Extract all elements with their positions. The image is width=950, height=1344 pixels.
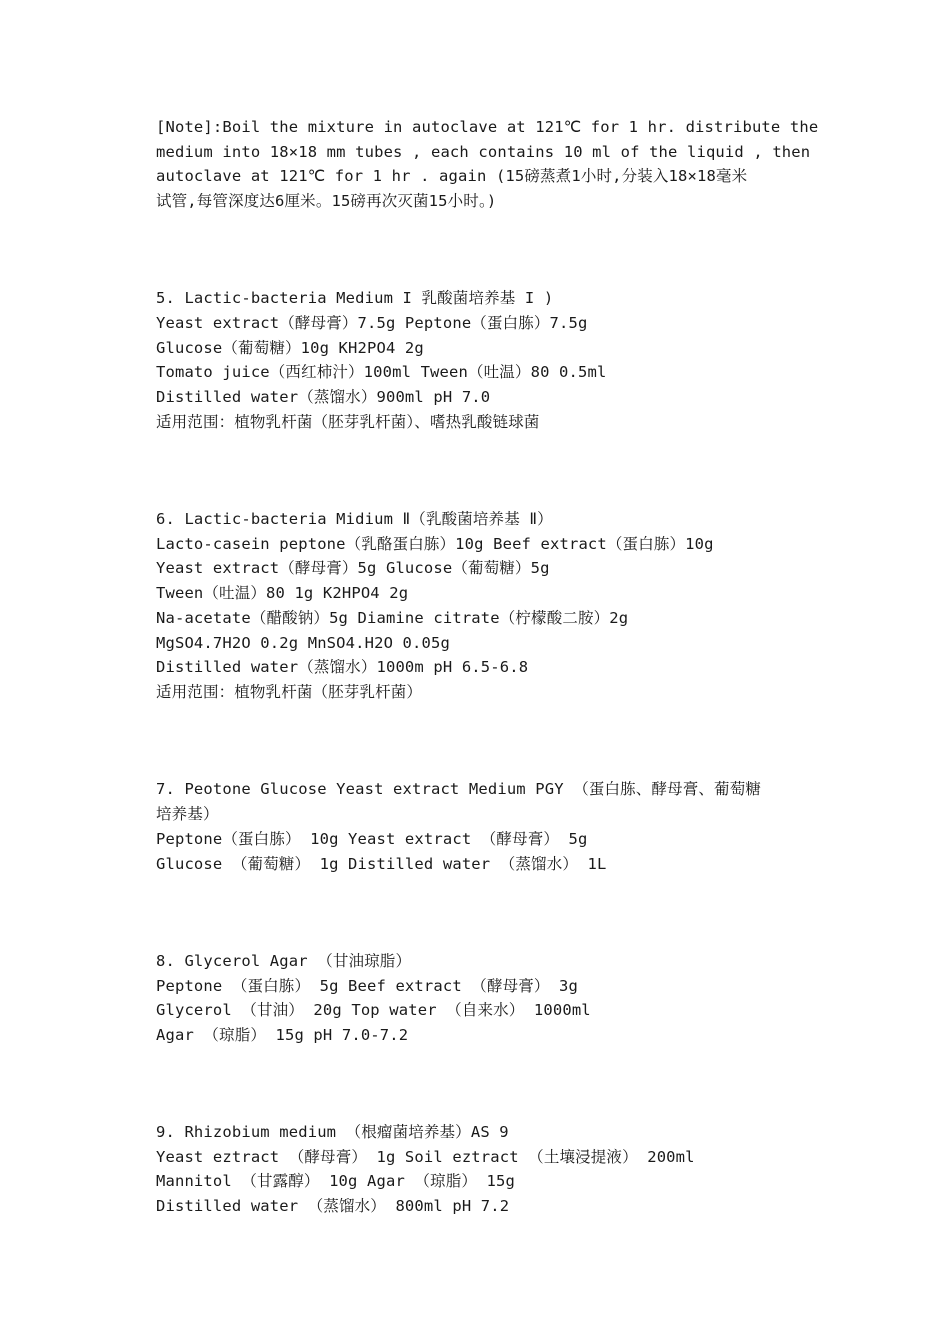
recipe-line: MgSO4.7H2O 0.2g MnSO4.H2O 0.05g [156,634,450,652]
recipe-line: Yeast extract（酵母膏）7.5g Peptone（蛋白胨）7.5g [156,314,588,332]
recipe-line: Lacto-casein peptone（乳酪蛋白胨）10g Beef extract（蛋白胨）10g [156,535,714,553]
recipe-line: Tomato juice（西红柿汁）100ml Tween（吐温）80 0.5ml [156,363,607,381]
section-heading: 7. Peotone Glucose Yeast extract Medium PGY （蛋白胨、酵母膏、葡萄糖 [156,780,761,798]
recipe-line: Tween（吐温）80 1g K2HPO4 2g [156,584,409,602]
recipe-line: Yeast extract（酵母膏）5g Glucose（葡萄糖）5g [156,559,550,577]
section-heading: 5. Lactic-bacteria Medium I 乳酸菌培养基 I ) [156,289,554,307]
recipe-line: Distilled water （蒸馏水） 800ml pH 7.2 [156,1197,510,1215]
recipe-line: Peptone （蛋白胨） 5g Beef extract （酵母膏） 3g [156,977,578,995]
recipe-line: Glucose （葡萄糖） 1g Distilled water （蒸馏水） 1L [156,855,607,873]
note-line: medium into 18×18 mm tubes , each contains 10 ml of the liquid , then [156,143,811,161]
note-line: 试管,每管深度达6厘米。15磅再次灭菌15小时。) [156,192,497,210]
recipe-line: Peptone（蛋白胨） 10g Yeast extract （酵母膏） 5g [156,830,588,848]
section-heading: 9. Rhizobium medium （根瘤菌培养基）AS 9 [156,1123,509,1141]
section-heading-cont: 培养基） [156,805,219,823]
recipe-line: Glucose（葡萄糖）10g KH2PO4 2g [156,339,424,357]
recipe-line: Distilled water（蒸馏水）900ml pH 7.0 [156,388,491,406]
note-line: autoclave at 121℃ for 1 hr . again (15磅蒸煮1小时,分装入18×18毫米 [156,167,748,185]
recipe-line: 适用范围：植物乳杆菌（胚芽乳杆菌）、嗜热乳酸链球菌 [156,413,540,431]
recipe-line: Na-acetate（醋酸钠）5g Diamine citrate（柠檬酸二胺）2g [156,609,629,627]
section-heading: 8. Glycerol Agar （甘油琼脂） [156,952,412,970]
note-line: [Note]:Boil the mixture in autoclave at 121℃ for 1 hr. distribute the [156,118,819,136]
recipe-line: Mannitol （甘露醇） 10g Agar （琼脂） 15g [156,1172,515,1190]
recipe-line: Agar （琼脂） 15g pH 7.0-7.2 [156,1026,409,1044]
recipe-line: Distilled water（蒸馏水）1000m pH 6.5-6.8 [156,658,529,676]
section-heading: 6. Lactic-bacteria Midium Ⅱ（乳酸菌培养基 Ⅱ） [156,510,553,528]
recipe-line: 适用范围：植物乳杆菌（胚芽乳杆菌） [156,683,423,701]
recipe-line: Yeast eztract （酵母膏） 1g Soil eztract （土壤浸提液） 200ml [156,1148,695,1166]
recipe-line: Glycerol （甘油） 20g Top water （自来水） 1000ml [156,1001,591,1019]
